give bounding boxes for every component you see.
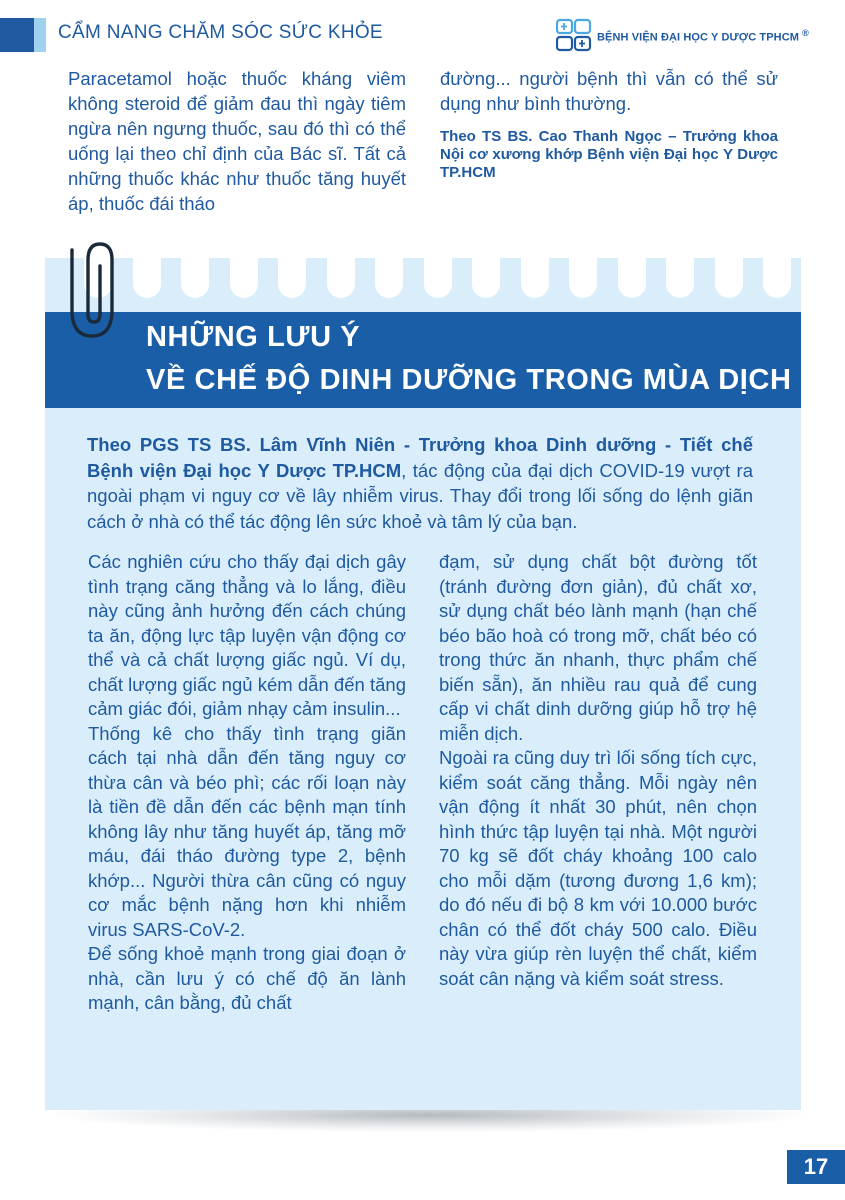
previous-article-attribution: Theo TS BS. Cao Thanh Ngọc – Trưởng khoa Nội cơ xương khớp Bệnh viện Đại học Y Dược TP.HCM	[440, 128, 778, 181]
binding-hole	[375, 258, 403, 298]
article-title-line2: VỀ CHẾ ĐỘ DINH DƯỠNG TRONG MÙA DỊCH	[146, 364, 792, 396]
paragraph: Thống kê cho thấy tình trạng giãn cách tại nhà dẫn đến tăng nguy cơ thừa cân và béo phì; các rối loạn này là tiền đề dẫn đến các bệnh mạn tính không lây như tăng huyết áp, tăng mỡ máu, đái tháo đường type 2, bệnh khớp... Người thừa cân cũng có nguy cơ mắc bệnh nặng hơn khi nhiễm virus SARS-CoV-2.	[88, 722, 406, 940]
binding-hole	[327, 258, 355, 298]
registered-mark: ®	[802, 28, 809, 38]
notepad-binding-holes	[45, 258, 801, 302]
binding-hole	[278, 258, 306, 298]
paragraph: đạm, sử dụng chất bột đường tốt (tránh đường đơn giản), đủ chất xơ, sử dụng chất béo lành mạnh (hạn chế béo bão hoà có trong mỡ, chất béo có trong thức ăn nhanh, thực phẩm chế biến sẵn), ăn nhiều rau quả để cung cấp vi chất dinh dưỡng giúp hỗ trợ hệ miễn dịch.	[439, 551, 757, 744]
binding-hole	[763, 258, 791, 298]
continued-text-right-body: đường... người bệnh thì vẫn có thể sử dụng như bình thường.	[440, 68, 778, 114]
binding-hole	[618, 258, 646, 298]
binding-hole	[230, 258, 258, 298]
binding-hole	[715, 258, 743, 298]
hospital-logo-icon	[556, 18, 592, 52]
hospital-name: BỆNH VIỆN ĐẠI HỌC Y DƯỢC TPHCM ®	[597, 28, 809, 44]
intro-source: Theo PGS TS BS. Lâm Vĩnh Niên - Trưởng khoa Dinh dưỡng - Tiết chế Bệnh viện Đại học Y Dược TP.HCM	[87, 434, 753, 481]
article-intro	[87, 432, 753, 534]
continued-text-left: Paracetamol hoặc thuốc kháng viêm không steroid để giảm đau thì ngày tiêm ngừa nên ngưng thuốc, sau đó thì có thể uống lại theo chỉ định của Bác sĩ. Tất cả những thuốc khác như thuốc tăng huyết áp, thuốc đái tháo	[68, 68, 406, 214]
article-column-left	[88, 550, 406, 1016]
binding-hole	[181, 258, 209, 298]
article-column-right	[439, 550, 757, 991]
paragraph: Để sống khoẻ mạnh trong giai đoạn ở nhà, cần lưu ý có chế độ ăn lành mạnh, cân bằng, đủ chất	[88, 943, 406, 1013]
binding-hole	[569, 258, 597, 298]
intro-text: , tác động của đại dịch COVID-19 vượt ra ngoài phạm vi nguy cơ về lây nhiễm virus. Thay đổi trong lối sống do lệnh giãn cách ở nhà có thể tác động lên sức khoẻ và tâm lý của bạn.	[87, 459, 754, 532]
paragraph: Ngoài ra cũng duy trì lối sống tích cực, kiểm soát căng thẳng. Mỗi ngày nên vận động ít nhất 30 phút, nên chọn hình thức tập luyện tại nhà. Một người 70 kg sẽ đốt cháy khoảng 100 calo cho mỗi dặm (tương đương 1,6 km); do đó nếu đi bộ 8 km với 10.000 bước chân có thể đốt cháy 500 calo. Điều này vừa giúp rèn luyện thể chất, kiểm soát cân nặng và kiểm soát stress.	[439, 747, 757, 989]
paragraph: Các nghiên cứu cho thấy đại dịch gây tình trạng căng thẳng và lo lắng, điều này cũng ảnh hưởng đến cách chúng ta ăn, động lực tập luyện vận động cơ thể và cả chất lượng giấc ngủ. Ví dụ, chất lượng giấc ngủ kém dẫn đến tăng cảm giác đói, giảm nhạy cảm insulin...	[88, 551, 406, 719]
header-accent-bar	[0, 18, 34, 52]
binding-hole	[424, 258, 452, 298]
continued-text-right	[440, 66, 778, 182]
binding-hole	[133, 258, 161, 298]
page-number: 17	[787, 1150, 845, 1184]
header-section-title: CẨM NANG CHĂM SÓC SỨC KHỎE	[58, 22, 383, 43]
binding-hole	[666, 258, 694, 298]
binding-hole	[521, 258, 549, 298]
header-accent-bar-light	[34, 18, 46, 52]
article-title-line1: NHỮNG LƯU Ý	[146, 321, 361, 353]
paperclip-icon	[62, 236, 120, 348]
binding-hole	[472, 258, 500, 298]
